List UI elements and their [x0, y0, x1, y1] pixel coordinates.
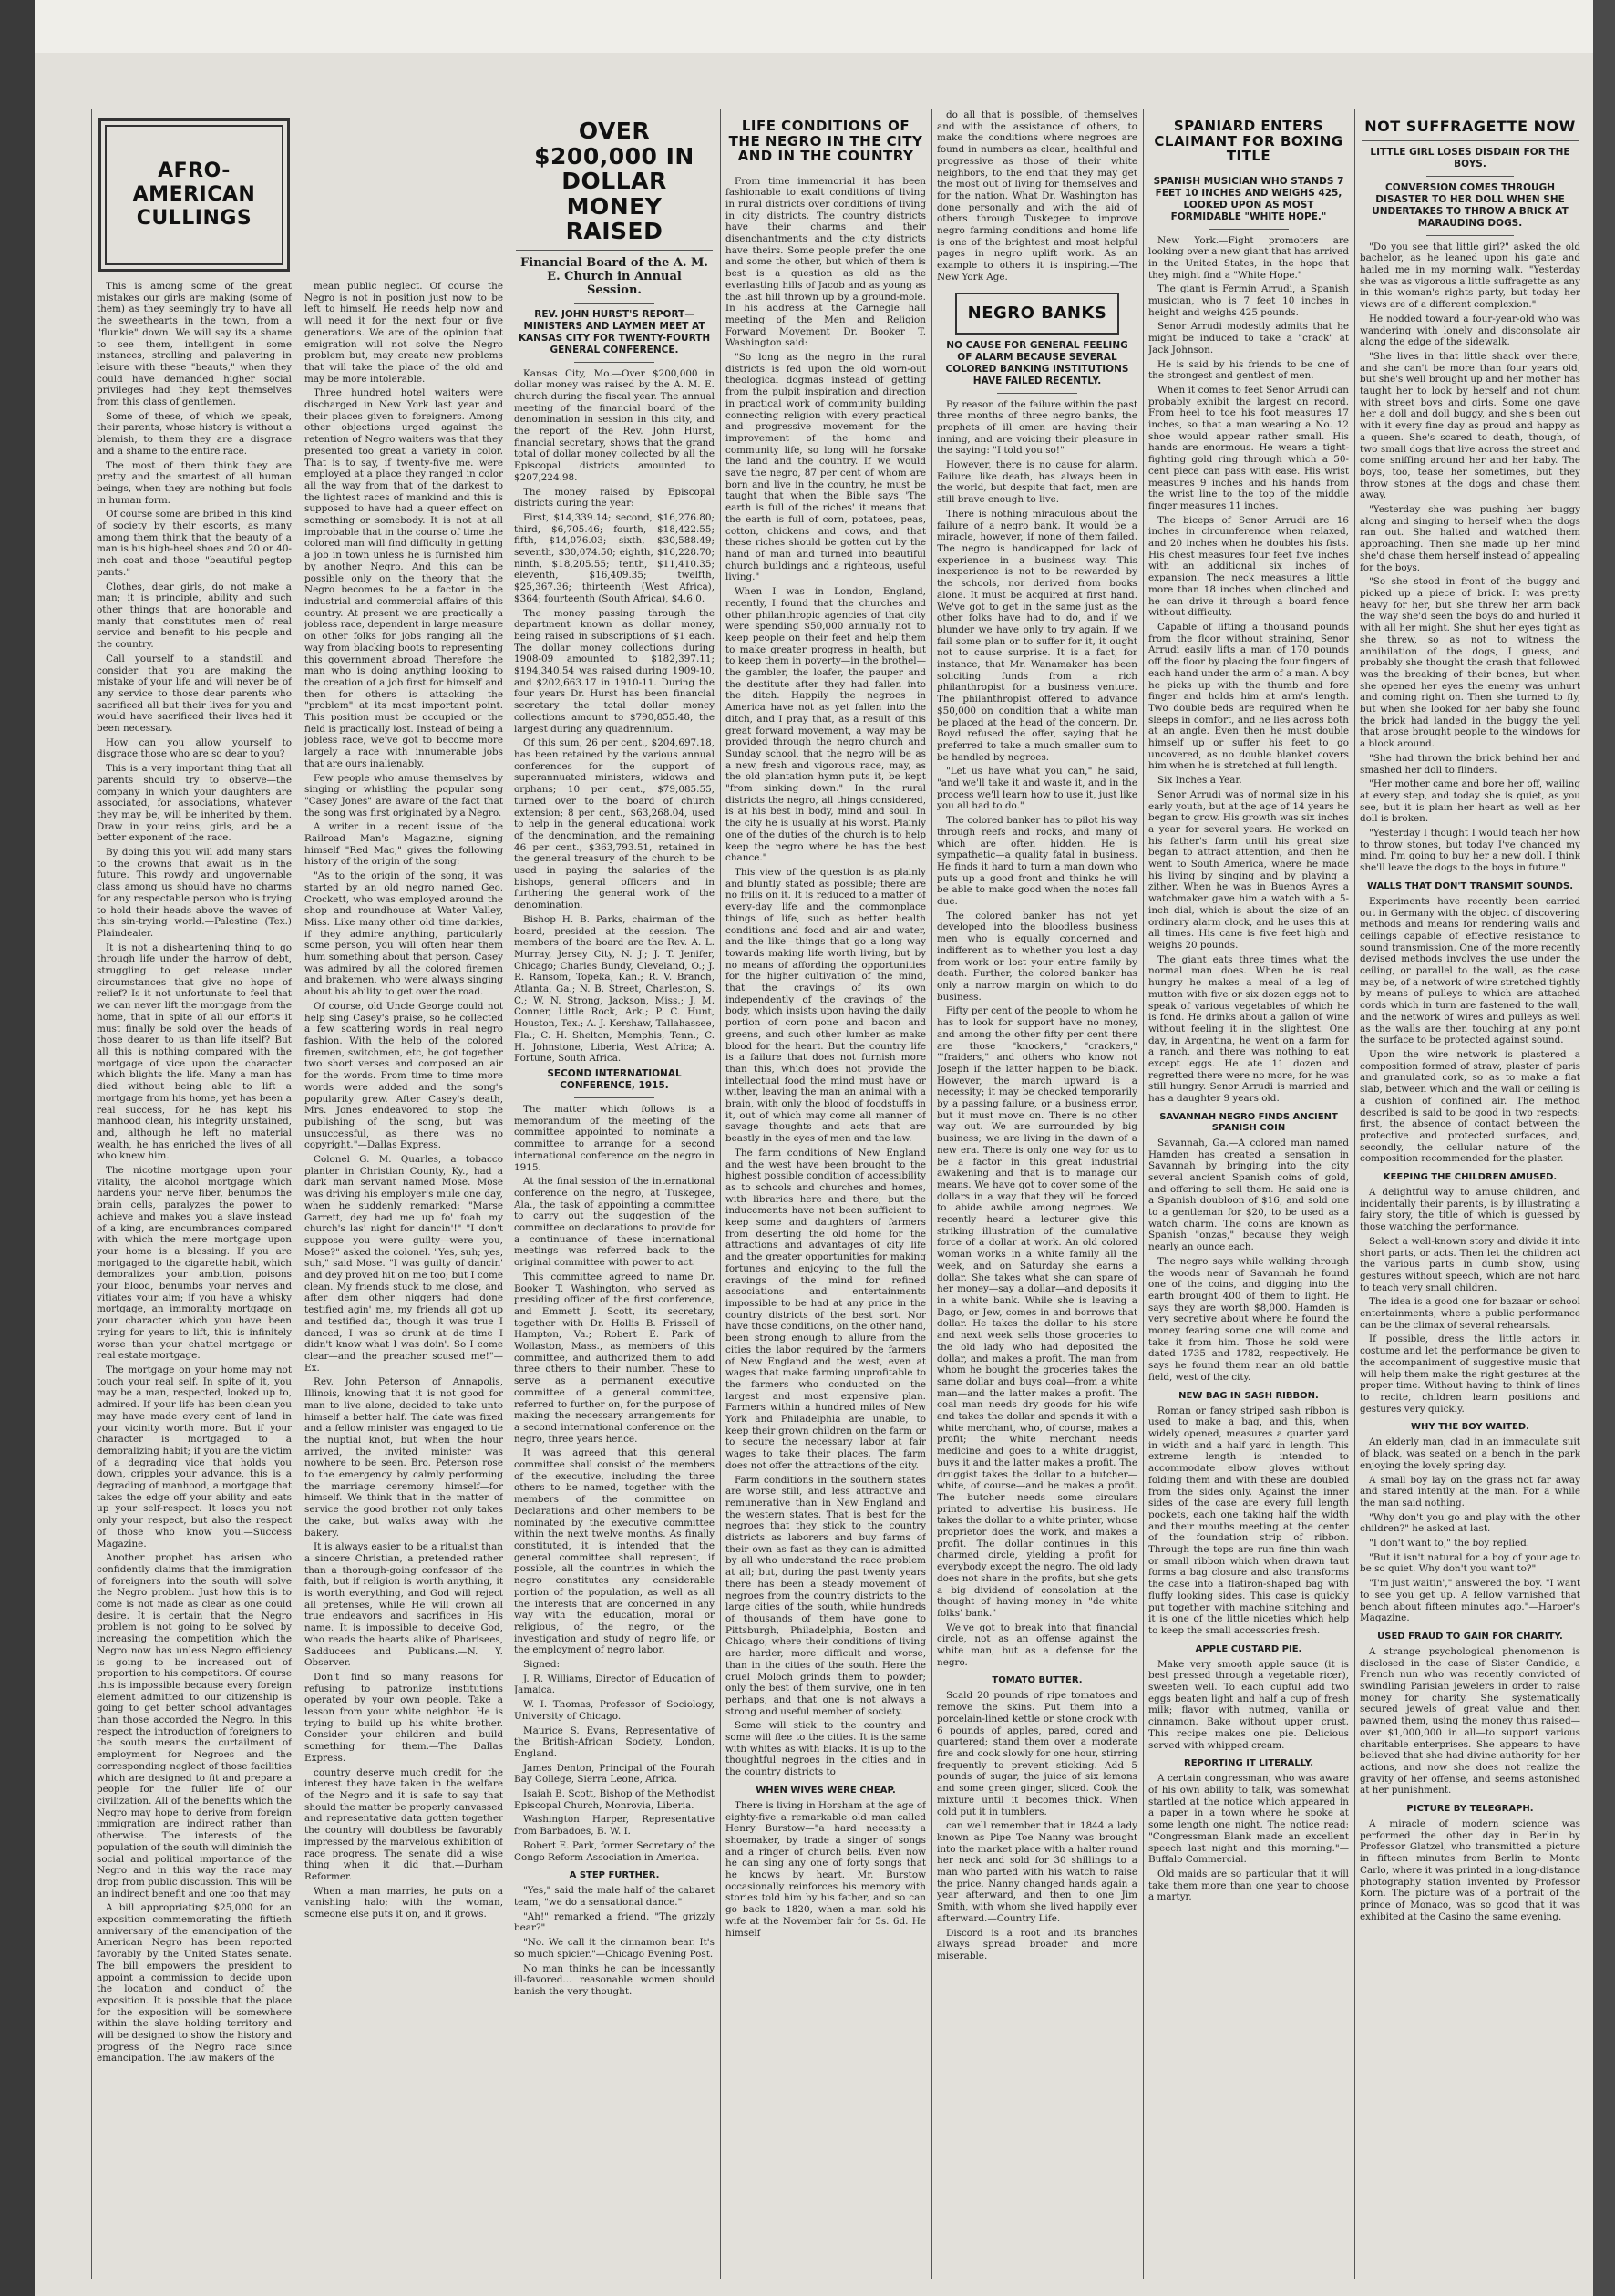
paragraph: It is not a disheartening thing to go through life under the harrow of debt, struggling to get release under circumstances that give no hope of relief? Is it not unfortunate to feel that we can never lift the mortgage from the home, that in spite of all our efforts it must finally be sold over the heads of those dearer to us than life itself? But all this is nothing compared with the mortgage of vice upon the character which blights the life. Many a man has died without being able to lift a mortgage from his home, yet has been a real success, for he has kept his manhood clean, his integrity unstained, and, although he left no material wealth, he has enriched the lives of all who knew him. [97, 942, 292, 1162]
article-subhead: NO CAUSE FOR GENERAL FEELING OF ALARM BECAUSE SEVERAL COLORED BANKING INSTITUTIONS HAVE FAILED RECENTLY. [945, 339, 1129, 386]
paragraph: Robert E. Park, former Secretary of the Congo Reform Association in America. [514, 1839, 715, 1863]
scan-right-edge [1593, 0, 1615, 2296]
paragraph: This is among some of the great mistakes our girls are making (some of them) as they seemingly try to have all the sweethearts in the town, from a "flunkie" down. We will say its a shame to see them, intelligent in some instances, strolling and palavering in leisure with these "beauts," when they could have demanded higher social privileges had they kept themselves from this class of gentlemen. [97, 281, 292, 408]
paragraph: Washington Harper, Representative from Barbadoes, B. W. I. [514, 1814, 715, 1838]
paragraph: Don't find so many reasons for refusing to patronize institutions operated by your own people. Take a lesson from your white neighbor. He is trying to build up his white brother. Consider your children and build something for them.—The Dallas Express. [304, 1671, 503, 1764]
article-text [514, 1885, 715, 1997]
article-text [1360, 1187, 1580, 1415]
paragraph: By reason of the failure within the past three months of three negro banks, the prophets of ill omen are having their inning, and are voicing their pleasure in the saying: "I told you so!" [937, 398, 1137, 457]
paragraph: A certain congressman, who was aware of his own ability to talk, was somewhat startled at the notice which appeared in a paper in a town where he spoke at some length one night. The notice read: "Congressman Blank made an excellent speech last night and this morning."—Buffalo Commercial. [1148, 1773, 1349, 1866]
paragraph: There is nothing miraculous about the failure of a negro bank. It would be a miracle, however, if none of them failed. The negro is handicapped for lack of experience in a business way. This inexperience is not to be rewarded by the schools, nor derived from books alone. It must be acquired at first hand. We've got to get in the same just as the other folks have had to do, and if we blunder we have only to try again. If we fail some plan or to suffer for it, it ought not to cause surprise. It is a fact, for instance, that Mr. Wanamaker has been soliciting funds from a rich philanthropist for a business venture. The philanthropist offered to advance $50,000 on condition that a white man be placed at the head of the concern. Dr. Boyd refused the offer, saying that he preferred to take a much smaller sum to be handled by negroes. [937, 508, 1137, 763]
article-deck: Financial Board of the A. M. E. Church in Annual Session. [520, 255, 708, 297]
paragraph: Select a well-known story and divide it into short parts, or acts. Then let the children act the various parts in dumb show, using gestures without speech, which are not hard to teach very small children. [1360, 1235, 1580, 1293]
article-subhead: REV. JOHN HURST'S REPORT—MINISTERS AND LAYMEN MEET AT KANSAS CITY FOR TWENTY-FOURTH GENERAL CONFERENCE. [518, 308, 711, 355]
paragraph: The nicotine mortgage upon your vitality, the alcohol mortgage which hardens your nerve fiber, benumbs the brain cells, paralyzes the power to achieve and makes you a slave instead of a king, are encumbrances compared with which the mere mortgage upon your home is a blessing. If you are mortgaged to the cigarette habit, which demoralizes your ambition, poisons your blood, benumbs your nerves and vitiates your aim; if you have a whisky mortgage, an immorality mortgage on your character which you have been trying for years to lift, this is infinitely worse than your chattel mortgage or real estate mortgage. [97, 1165, 292, 1362]
paragraph: "Why don't you go and play with the other children?" he asked at last. [1360, 1511, 1580, 1535]
paragraph: It was agreed that this general committee shall consist of the members of the executive, including the three others to be named, together with the members of the committee on Declarations and other members to be nominated by the executive committee within the next twelve months. As finally constituted, it is intended that the general committee shall represent, if possible, all the countries in which the negro constitutes any considerable portion of the population, as well as all the interests that are concerned in any way with the education, moral or religious, of the negro, or the investigation and study of negro life, or the employment of negro labor. [514, 1447, 715, 1656]
paragraph: The money passing through the department known as dollar money, being raised in subscriptions of $1 each. The dollar money collections during 1908-09 amounted to $182,397.11; $194,340.54 was raised during 1909-10, and $202,663.17 in 1910-11. During the four years Dr. Hurst has been financial secretary the total dollar money collections amount to $790,855.48, the largest during any quadrennium. [514, 607, 715, 735]
paragraph: Clothes, dear girls, do not make a man; it is principle, ability and such other things that are honorable and manly that constitutes men of real service and benefit to his people and the country. [97, 581, 292, 651]
paragraph: We've got to break into that financial circle, not as an offense against the white man, but as a defense for the negro. [937, 1622, 1137, 1668]
paragraph: Of course, old Uncle George could not help sing Casey's praise, so he collected a few scattering words in real negro fashion. With the help of the colored firemen, switchmen, etc, he got together two short verses and composed an air for the words. From time to time more words were added and the song's popularity grew. After Casey's death, Mrs. Jones endeavored to stop the publishing of the song, but was unsuccessful, as there was no copyright."—Dallas Express. [304, 1000, 503, 1151]
article-text [1360, 1436, 1580, 1624]
paragraph: "Do you see that little girl?" asked the old bachelor, as he leaned upon his gate and hailed me in my morning walk. "Yesterday she was as vigorous a little suffragette as any in this woman's rights party, but today her views are of a different complexion." [1360, 241, 1580, 311]
paragraph: Kansas City, Mo.—Over $200,000 in dollar money was raised by the A. M. E. church during the fiscal year. The annual meeting of the financial board of the denomination in session in this city, and the report of the Rev. John Hurst, financial secretary, shows that the grand total of dollar money collected by all the Episcopal districts amounted to $207,224.98. [514, 367, 715, 483]
paragraph: Of this sum, 26 per cent., $204,697.18, has been retained by the various annual conferences for the support of superannuated ministers, widows and orphans; 10 per cent., $79,085.55, turned over to the board of church extension; 8 per cent., $63,268.04, used to help in the general educational work of the denomination, and the remaining 46 per cent., $363,793.51, retained in the general treasury of the church to be used in paying the salaries of the bishops, general officers and in furthering the general work of the denomination. [514, 737, 715, 911]
article-headline: LIFE CONDITIONS OF THE NEGRO IN THE CITY AND IN THE COUNTRY [727, 118, 924, 170]
paragraph: Make very smooth apple sauce (it is best pressed through a vegetable ricer), sweeten well. To each cupful add two eggs beaten light and half a cup of fresh milk; flavor with nutmeg, vanilla or cinnamon. Bake without upper crust. This recipe makes one pie. Delicious served with whipped cream. [1148, 1658, 1349, 1751]
paragraph: A strange psychological phenomenon is disclosed in the case of Sister Candide, a French nun who was recently convicted of swindling Parisian jewelers in order to raise money for charity. She systematically secured jewels of great value and then pawned them, using the money thus raised—over $1,000,000 in all—to support various charitable enterprises. She appears to have believed that she had divine authority for her actions, and now she does not realize the gravity of her offense, and seems astonished at her punishment. [1360, 1645, 1580, 1797]
paragraph: "So she stood in front of the buggy and picked up a piece of brick. It was pretty heavy for her, but she threw her arm back the way she'd seen the boys do and hurled it with all her might. She shut her eyes tight as she threw, so as not to witness the annihilation of the dogs, I guess, and probably she thought the crash that followed was the breaking of their bones, but when she opened her eyes the enemy was unhurt and coming right on. Then she turned to fly, but when she looked for her baby she found the brick had landed in the buggy the yell that arose brought people to the windows for a block around. [1360, 576, 1580, 750]
paragraph: James Denton, Principal of the Fourah Bay College, Sierra Leone, Africa. [514, 1762, 715, 1786]
section-heading: WHEN WIVES WERE CHEAP. [756, 1785, 896, 1796]
paragraph: "I don't want to," the boy replied. [1369, 1538, 1530, 1550]
paragraph: "As to the origin of the song, it was started by an old negro named Geo. Crockett, who was employed around the shop and roundhouse at Water Valley, Miss. Like many other old time darkies, if they admire anything, particularly some person, you will often hear them hum something about that person. Casey was admired by all the colored firemen and brakemen, who were always singing about his ability to get over the road. [304, 870, 503, 998]
paragraph: "Yesterday I thought I would teach her how to throw stones, but today I've changed my mind. I'm going to buy her a new doll. I think she'll leave the dogs to the boys in future." [1360, 828, 1580, 874]
paragraph: The colored banker has not yet developed into the bloodless business men who is equally concerned and indifferent as to whether you lost a day from work or lost your entire family by death. Further, the colored banker has only a narrow margin on which to do business. [937, 910, 1137, 1003]
column-2 [304, 109, 503, 2279]
paragraph: Colonel G. M. Quarles, a tobacco planter in Christian County, Ky., had a dark man servant named Mose. Mose was driving his employer's mule one day, when he suddenly remarked: "Marse Garrett, dey had me up fo' foah my church's las' night for dancin'!" "I don't suppose you were guilty—were you, Mose?" asked the colonel. "Yes, suh; yes, suh," said Mose. "I was guilty of dancin' and dey proved hit on me too; but I come clean. My friends stuck to me close, and after dem other niggers had done testified agin' me, my friends all got up and testified dat, though it was true I danced, I was so drunk at de time I didn't know what I was doin'. So I come clear—and the preacher scused me!"—Ex. [304, 1154, 503, 1374]
article-subhead: SECOND INTERNATIONAL CONFERENCE, 1915. [547, 1067, 682, 1091]
paragraph: A bill appropriating $25,000 for an exposition commemorating the fiftieth anniversary of the emancipation of the American Negro has been reported favorably by the United States senate. The bill empowers the president to appoint a commission to decide upon the location and conduct of the exposition. It is possible that the place for the exposition will be somewhere within the slave holding territory and will be designed to show the history and progress of the Negro race since emancipation. The law makers of the [97, 1902, 292, 2064]
paragraph: Fifty per cent of the people to whom he has to look for support have no money, and among the other fifty per cent there are those "knockers," "crackers," "'fraiders," and others who know not Joseph if the latter happen to be black. However, the march upward is a necessity; it may be checked temporarily by a passing failure, or a business error, but it must move on. There is no other way out. We are surrounded by big business; we are living in the dawn of a new era. There is only one way for us to be a factor in this great industrial awakening and that is to manage our means. We have got to cover some of the dollars in a way that they will be forced to abide awhile among negroes. We recently heard a lecturer give this striking illustration of the cumulative force of a dollar at work. An old colored woman works in a white family all the week, and on Saturday she earns a dollar. She takes what she can spare of her money—say a dollar—and deposits it in a white bank. While she is leaving a Dago, or Jew, comes in and borrows that dollar. He takes the dollar to his store and next week sells those groceries to the old lady who had deposited the dollar, and makes a profit. The man from whom he bought the groceries takes the same dollar and buys coal—from a white man—and the latter makes a profit. The coal man needs dry goods for his wife and takes the dollar and spends it with a white merchant, who, of course, makes a profit; the white merchant needs medicine and goes to a white druggist, buys it and the latter makes a profit. The druggist takes the dollar to a butcher—white, of course—and he makes a profit. The butcher needs some circulars printed to advertise his business. He takes the dollar to a white printer, whose proprietor does the work, and makes a profit. The dollar continues in this charmed circle, yielding a profit for everybody except the negro. The old lady does not share in the profits, but she gets a big dividend of consolation at the thought of having money in "de white folks' bank." [937, 1005, 1137, 1619]
subhead-rule [1209, 229, 1289, 230]
section-heading: A STEP FURTHER. [569, 1870, 660, 1881]
paragraph: When I was in London, England, recently, I found that the churches and other philanthropic agencies of that city were spending $50,000 annually not to keep people on their feet and help them to make greater progress in health, but to keep them in poverty—in the brothel—the gambler, the loafer, the pauper and the destitute after they had fallen into the ditch. Happily the negroes in America have not as yet fallen into the ditch, and I pray that, as a result of this great forward movement, a way may be provided through the negro church and Sunday school, that the negro will be as a new, fresh and vigorous race, may, as the old plantation hymn puts it, be kept "from sinking down." In the rural districts the negro, all things considered, is at his best in body, mind and soul. In the city he is usually at his worst. Plainly one of the duties of the church is to help keep the negro where he has the best chance." [725, 586, 926, 864]
paragraph: Of course some are bribed in this kind of society by their escorts, as many among them think that the beauty of a man is his high-heel shoes and 20 or 40-inch coat and those "beautiful pegtop pants." [97, 509, 292, 578]
paragraph: "Ah!" remarked a friend. "The grizzly bear?" [514, 1910, 715, 1934]
section-heading: TOMATO BUTTER. [992, 1675, 1083, 1686]
paragraph: This committee agreed to name Dr. Booker T. Washington, who served as presiding officer of the first conference, and Emmett J. Scott, its secretary, together with Dr. Hollis B. Frissell of Hampton, Va.; Robert E. Park of Wollaston, Mass., as members of this committee, and authorized them to add three others to their number. These to serve as a permanent executive committee of a general committee, referred to further on, for the purpose of making the necessary arrangements for a second international conference on the negro, three years hence. [514, 1271, 715, 1445]
paragraph: A delightful way to amuse children, and incidentally their parents, is by illustrating a fairy story, the title of which is guessed by those watching the performance. [1360, 1187, 1580, 1233]
paragraph: A small boy lay on the grass not far away and stared intently at the man. For a while the man said nothing. [1360, 1474, 1580, 1508]
afro-american-cullings-masthead [98, 118, 290, 272]
paragraph: From time immemorial it has been fashionable to exalt conditions of living in rural districts over conditions of living in city districts. The country districts have their charms and their disenchantments and the city districts have theirs. Some people prefer the one and some the other, but which of them is best is a question as old as the everlasting hills of Jacob and as young as the last hill thrown up by a ground-mole. In his address at the Carnegie hall meeting of the Men and Religion Forward Movement Dr. Booker T. Washington said: [725, 175, 926, 349]
paragraph: Discord is a root and its branches always spread broader and more miserable. [937, 1927, 1137, 1961]
article-text [1148, 1138, 1349, 1384]
article-text [1360, 242, 1580, 874]
paragraph: country deserve much credit for the interest they have taken in the welfare of the Negro and it is safe to say that should the matter be properly canvassed and representative data gotten together the country will doubtless be favorably impressed by the marvelous exhibition of race progress. The senate did a wise thing when it did that.—Durham Reformer. [304, 1766, 503, 1882]
section-heading: KEEPING THE CHILDREN AMUSED. [1383, 1172, 1558, 1183]
paragraph: When a man marries, he puts on a vanishing halo; with the woman, someone else puts it on, and it grows. [304, 1885, 503, 1920]
paragraph: At the final session of the international conference on the negro, at Tuskegee, Ala., the task of appointing a committee to carry out the suggestion of the committee on declarations to provide for a continuance of these international meetings was referred back to the original committee with power to act. [514, 1176, 715, 1269]
paragraph: The farm conditions of New England and the west have been brought to the highest possible condition of accessibility as to schools and churches and homes, with libraries here and there, but the inducements have not been sufficient to keep some and daughters of farmers from deserting the old home for the attractions and advantages of city life and the greater opportunities for making fortunes and enjoying to the full the cravings of the mind for refined associations and entertainments impossible to be had at any price in the country districts of the best sort. Nor have those conditions, on the other hand, been strong enough to allure from the cities the labor required by the farmers of New England and the west, even at wages that make farming unprofitable to the farmers who conducted on the largest and most expensive plan. Farmers within a hundred miles of New York and Philadelphia are unable, to keep their grown children on the farm or to secure the necessary labor at fair wages to take their places. The farm does not offer the attractions of the city. [725, 1147, 926, 1471]
article-text [1148, 1773, 1349, 1903]
article-text [937, 1820, 1137, 1961]
column-5 [937, 109, 1137, 2279]
deck-rule [574, 303, 654, 304]
paragraph: The colored banker has to pilot his way through reefs and rocks, and many of which are often hidden. He is sympathetic—a quality fatal in business. He finds it hard to turn a man down who puts up a good front and thinks he will be able to make good when the notes fall due. [937, 815, 1137, 908]
masthead-title: AFRO-AMERICAN CULLINGS [132, 160, 256, 230]
paragraph: Bishop H. B. Parks, chairman of the board, presided at the session. The members of the board are the Rev. A. L. Murray, Jersey City, N. J.; J. T. Jenifer, Chicago; Charles Bundy, Cleveland, O.; J. R. Ransom, Topeka, Kan.; R. V. Branch, Atlanta, Ga.; N. B. Street, Charleston, S. C.; W. N. Strong, Jackson, Miss.; J. M. Conner, Little Rock, Ark.; P. C. Hunt, Houston, Tex.; A. J. Kershaw, Tallahassee, Fla.; C. H. Shelton, Memphis, Tenn.; C. H. Johnstone, Liberia, West Africa; A. Fortune, South Africa. [514, 913, 715, 1065]
subhead-rule [997, 393, 1077, 394]
paragraph: Experiments have recently been carried out in Germany with the object of discovering methods and means for rendering walls and ceilings capable of effective resistance to sound transmission. One of the more recently devised methods involves the use under the ceiling, or parallel to the wall, as the case may be, of a network of wire stretched tightly by means of pulleys to which are attached cords which in turn are fastened to the wall, and the network of wires and pulleys as well as the walls are then touching at any point the surface to be protected against sound. [1360, 895, 1580, 1046]
paragraph: Six Inches a Year. [1157, 775, 1242, 787]
section-heading: USED FRAUD TO GAIN FOR CHARITY. [1377, 1631, 1563, 1642]
section-heading: NEW BAG IN SASH RIBBON. [1178, 1390, 1319, 1401]
paragraph: mean public neglect. Of course the Negro is not in position just now to be left to himself. He needs help now and will need it for the next four or five generations. We are of the opinion that emigration will not solve the Negro problem but, may create new problems that will take the place of the old and may be more intolerable. [304, 281, 503, 385]
article-text [725, 1800, 926, 1939]
article-text [725, 176, 926, 1778]
paragraph: Few people who amuse themselves by singing or whistling the popular song "Casey Jones" are aware of the fact that the song was first originated by a Negro. [304, 772, 503, 819]
paragraph: Some of these, of which we speak, their parents, whose history is without a blemish, to them they are a disgrace and a shame to the entire race. [97, 410, 292, 457]
column-rule [1143, 109, 1144, 2279]
paragraph: "Her mother came and bore her off, wailing at every step, and today she is quiet, as you see, but it is plain her heart as well as her doll is broken. [1360, 778, 1580, 825]
article-text [1148, 235, 1349, 1105]
paragraph: Signed: [523, 1659, 561, 1671]
paragraph: can well remember that in 1844 a lady known as Pipe Toe Nanny was brought into the market place with a halter round her neck and sold for 30 shillings to a man who parted with his watch to raise the price. Nanny changed hands again a year afterward, and then to one Jim Smith, with whom she lived happily ever afterward.—Country Life. [937, 1820, 1137, 1924]
section-heading: APPLE CUSTARD PIE. [1195, 1643, 1302, 1654]
paragraph: "Let us have what you can," he said, "and we'll take it and waste it, and in the process we'll learn how to use it, just like you all had to do." [937, 766, 1137, 812]
section-heading: WALLS THAT DON'T TRANSMIT SOUNDS. [1366, 880, 1574, 891]
article-text [1360, 1818, 1580, 1922]
paragraph: Scald 20 pounds of ripe tomatoes and remove the skins. Put them into a porcelain-lined kettle or stone crock with 6 pounds of apples, pared, cored and quartered; stand them over a moderate fire and cook slowly for one hour, stirring frequently to prevent sticking. Add 5 pounds of sugar, the juice of six lemons and some green ginger, sliced. Cook the mixture until it becomes thick. When cold put it in tumblers. [937, 1690, 1137, 1817]
paragraph: Upon the wire network is plastered a composition formed of straw, plaster of paris and granulated cork, so as to make a flat slab, between which and the wall or ceiling is a cushion of confined air. The method described is said to be good in two respects: first, the absence of contact between the protective and protected surfaces, and, secondly, the cellular nature of the composition recommended for the plaster. [1360, 1049, 1580, 1165]
paragraph: Maurice S. Evans, Representative of the British-African Society, London, England. [514, 1725, 715, 1759]
paragraph: By doing this you will add many stars to the crowns that await us in the future. This rowdy and ungovernable class among us should have no charms for any respectable person who is trying to hold their heads above the waves of this sin-trying world.—Palestine (Tex.) Plaindealer. [97, 847, 292, 939]
paragraph: A writer in a recent issue of the Railroad Man's Magazine, signing himself "Red Mac," gives the following history of the origin of the song: [304, 821, 503, 868]
negro-banks-heading: NEGRO BANKS [967, 303, 1107, 323]
negro-banks-heading-box [955, 293, 1119, 335]
article-text [1148, 1659, 1349, 1752]
subhead-rule [1426, 235, 1515, 236]
column-2-text [304, 281, 503, 1920]
scan-left-edge [0, 0, 35, 2296]
article-headline: SPANIARD ENTERS CLAIMANT FOR BOXING TITLE [1150, 118, 1347, 170]
column-7 [1360, 109, 1580, 2279]
article-subhead: CONVERSION COMES THROUGH DISASTER TO HER DOLL WHEN SHE UNDERTAKES TO THROW A BRICK AT MARAUDING DOGS. [1372, 181, 1569, 229]
column-1 [97, 109, 292, 2279]
paragraph: Another prophet has arisen who confidently claims that the immigration of foreigners into the south will solve the Negro problem. Just how this is to come is not made as clear as one could desire. It is certain that the Negro problem is not going to be solved by increasing the competition which the Negro now has unless Negro efficiency is going to be increased out of proportion to his competitors. Of course this is impossible because every foreign element admitted to our citizenship is going to get better school advantages than those accorded the Negro. In this respect the introduction of foreigners to the south means the curtailment of employment for Negroes and the corresponding neglect of those facilities which are designed to fit and prepare a people for the fuller life of our civilization. All of the benefits which the Negro may hope to derive from foreign immigration are indirect rather than otherwise. The interests of the population of the south will diminish the social and political importance of the Negro and in this way the race may drop from public discussion. This will be an indirect benefit and one too that may [97, 1552, 292, 1900]
paragraph: No man thinks he can be incessantly ill-favored... reasonable women should banish the very thought. [514, 1962, 715, 1997]
paragraph: When it comes to feet Senor Arrudi can probably exhibit the largest on record. From heel to toe his foot measures 17 inches, so that a man wearing a No. 12 shoe would appear rather small. His hands are enormous. He wears a tight-fighting gold ring through which a 50-cent piece can pass with ease. His wrist measures 9 inches and his hands from the wrist line to the top of the middle finger measures 11 inches. [1148, 384, 1349, 511]
paragraph: This view of the question is as plainly and bluntly stated as possible; there are no frills on it. It is reduced to a matter of every-day life and the commonplace things of life, such as better health conditions and food and air and water, and the like—things that go a long way towards making life worth living, but by no means of affording the opportunities for the higher cultivation of the mind, that the cravings of its own independently of the cravings of the body, which insists upon having the daily portion of corn pone and bacon and greens, and such other lumber as make blood for the heart. But the country life is a failure that does not furnish more than this, which does not provide the intellectual food the mind must have or wither, leaving the man an animal with a brain, with only the blood of foodstuffs in it, out of which may come all manner of savage thoughts and acts that are beastly in the eyes of men and the law. [725, 866, 926, 1145]
paragraph: An elderly man, clad in an immaculate suit of black, was seated on a bench in the park enjoying the lovely spring day. [1360, 1436, 1580, 1471]
paragraph: "Yes," said the male half of the cabaret team, "we do a sensational dance." [514, 1885, 715, 1908]
article-text [1148, 1405, 1349, 1637]
column-4-content [725, 118, 926, 1939]
paragraph: Call yourself to a standstill and consider that you are making the mistake of your life and will never be of any service to those dear parents who sacrificed all but their lives for you and would have sacrificed their lives had it been necessary. [97, 653, 292, 735]
column-6-content [1148, 118, 1349, 1903]
article-text [514, 368, 715, 1065]
column-1-text [97, 281, 292, 2064]
paragraph: Savannah, Ga.—A colored man named Hamden has created a sensation in Savannah by bringing into the city several ancient Spanish coins of gold, and offering to sell them. He said one is a Spanish doubloon of $16, and sold one to a gentleman for $20, to be used as a watch charm. The coins are known as Spanish "onzas," because they weigh nearly an ounce each. [1148, 1137, 1349, 1253]
paragraph: He nodded toward a four-year-old who was wandering with lonely and disconsolate air along the edge of the sidewalk. [1360, 313, 1580, 348]
article-text [937, 1690, 1137, 1817]
section-heading: SAVANNAH NEGRO FINDS ANCIENT SPANISH COIN [1159, 1111, 1338, 1133]
column-rule [931, 109, 932, 2279]
paragraph: Roman or fancy striped sash ribbon is used to make a bag, and this, when widely opened, measures a quarter yard in width and a half yard in length. This extreme length is intended to accommodate elbow gloves without folding them and with these are doubled from the sides only. Against the inner sides of the case are every full length pockets, each one taking half the width and their mouths meeting at the center of the foundation strip of ribbon. Through the tops are run fine thin wash or small ribbon which when drawn taut forms a bag closure and also transforms the case into a flatiron-shaped bag with fluffy looking sides. This case is quickly put together with machine stitching and it is one of the little niceties which help to keep the small accessories fresh. [1148, 1405, 1349, 1636]
paragraph: Senor Arrudi modestly admits that he might be induced to take a "crack" at Jack Johnson. [1148, 321, 1349, 355]
paragraph: The idea is a good one for bazaar or school entertainments, where a public performance can be the climax of several rehearsals. [1360, 1296, 1580, 1331]
paragraph: "She lives in that little shack over there, and she can't be more than four years old, but she's well brought up and her mother has taught her to look by herself and not chum with street boys and girls. Some one gave her a doll and doll buggy, and she's been out with it every fine day as proud and happy as a queen. She's scared to death, though, of two small dogs that live across the street and come sniffing around her and her baby. The boys, too, tease her sometimes, but they throw stones at the dogs and chase them away. [1360, 350, 1580, 501]
paragraph: A miracle of modern science was performed the other day in Berlin by Professor Glatzel, who transmitted a picture in fifteen minutes from Berlin to Monte Carlo, where it was printed in a long-distance photography station invented by Professor Korn. The picture was of a portrait of the prince of Monaco, was so good that it was exhibited at the Casino the same evening. [1360, 1818, 1580, 1922]
paragraph: The money raised by Episcopal districts during the year: [514, 486, 715, 510]
paragraph: W. I. Thomas, Professor of Sociology, University of Chicago. [514, 1699, 715, 1722]
paragraph: This is a very important thing that all parents should try to observe—the company in which your daughters are associated, for associations, whatever they may be, will be inherited by them. Draw in your reins, girls, and be a better exponent of the race. [97, 763, 292, 844]
article-subhead: SPANISH MUSICIAN WHO STANDS 7 FEET 10 INCHES AND WEIGHS 425, LOOKED UPON AS MOST FORMIDABLE "WHITE HOPE." [1153, 175, 1344, 222]
paragraph: Capable of lifting a thousand pounds from the floor without straining, Senor Arrudi easily lifts a man of 170 pounds off the floor by placing the four fingers of each hand under the arm of a man. A boy he picks up with the thumb and fore finger and holds him at arm's length. Two double beds are required when he sleeps in comfort, and he lies across both at an angle. Even then he must double himself up or suffer his feet to go uncovered, as no double blanket covers him when he is stretched at full length. [1148, 622, 1349, 772]
paragraph: "So long as the negro in the rural districts is fed upon the old worn-out theological dogmas instead of getting from the pulpit inspiration and direction in practical work of community building connecting religion with every practical and progressive movement for the improvement of the home and community life, so long will he forsake the land and the country. If we would save the negro, 87 per cent of whom are born and live in the country, he must be taught that when the Bible says 'The earth is full of the riches' it means that the earth is full of corn, potatoes, peas, cotton, chickens and cows, and that these riches should be gotten out by the hand of man and turned into beautiful church buildings and a righteous, useful living." [725, 352, 926, 583]
subhead-rule [1426, 176, 1515, 177]
article-text [1360, 896, 1580, 1165]
section-heading: REPORTING IT LITERALLY. [1184, 1758, 1313, 1769]
paragraph: Some will stick to the country and some will flee to the cities. It is the same with whites as with blacks. It is up to the thoughtful negroes in the cities and in the country districts to [725, 1720, 926, 1778]
section-heading: PICTURE BY TELEGRAPH. [1406, 1804, 1534, 1815]
paragraph: Rev. John Peterson of Annapolis, Illinois, knowing that it is not good for man to live alone, decided to take unto himself a better half. The date was fixed and a fellow minister was engaged to tie the nuptial knot, but when the hour arrived, the invited minister was nowhere to be seen. Bro. Peterson rose to the emergency by calmly performing the marriage ceremony himself—for himself. We think that in the matter of service the good brother not only takes the cake, but walks away with the bakery. [304, 1376, 503, 1539]
article-text [514, 1104, 715, 1863]
page-top-margin [0, 0, 1615, 53]
paragraph: "No. We call it the cinnamon bear. It's so much spicier."—Chicago Evening Post. [514, 1937, 715, 1960]
paragraph: It is always easier to be a ritualist than a sincere Christian, a pretended rather than a thorough-going confessor of the faith, but if religion is worth anything, it is worth everything, and God will reject all pretenses, while He will crown all true endeavors and sacrifices in His name. It is impossible to deceive God, who reads the hearts alike of Pharisees, Sadducees and Publicans.—N. Y. Observer. [304, 1541, 503, 1669]
paragraph: The giant is Fermin Arrudi, a Spanish musician, who is 7 feet 10 inches in height and weighs 425 pounds. [1148, 283, 1349, 318]
paragraph: The most of them think they are pretty and the smartest of all human beings, when they are nothing but fools in human form. [97, 459, 292, 506]
column-3 [514, 109, 715, 2279]
article-text [937, 399, 1137, 1669]
subhead-rule [574, 362, 654, 363]
article-subhead: LITTLE GIRL LOSES DISDAIN FOR THE BOYS. [1370, 146, 1570, 170]
paragraph: However, there is no cause for alarm. Failure, like death, has always been in the world, but despite that fact, men are still brave enough to live. [937, 459, 1137, 506]
paragraph: "Yesterday she was pushing her buggy along and singing to herself when the dogs ran out. She halted and watched them approaching. Then she made up her mind she'd chase them herself instead of appealing for the boys. [1360, 504, 1580, 573]
paragraph: "But it isn't natural for a boy of your age to be so quiet. Why don't you want to?" [1360, 1551, 1580, 1575]
paragraph: The giant eats three times what the normal man does. When he is real hungry he makes a meal of a leg of mutton with five or six dozen eggs not to speak of various vegetables of which he is fond. He drinks about a gallon of wine without feeling it in the slightest. One day, in Argentina, he went on a farm for a ranch, and there was nothing to eat except eggs. He ate 11 dozen and regretted there were no more, for he was still hungry. Senor Arrudi is married and has a daughter 9 years old. [1148, 953, 1349, 1105]
column-4 [725, 109, 926, 2279]
paragraph: New York.—Fight promoters are looking over a new giant that has arrived in the United States, in the hope that they might find a "White Hope." [1148, 234, 1349, 281]
paragraph: If possible, dress the little actors in costume and let the performance be given to the accompaniment of suggestive music that will help them make the right gestures at the proper time. Without having to think of lines to recite, children learn positions and gestures very quickly. [1360, 1333, 1580, 1415]
article-headline: OVER $200,000 IN DOLLAR MONEY RAISED [516, 118, 713, 251]
paragraph: J. R. Williams, Director of Education of Jamaica. [514, 1673, 715, 1696]
column-6 [1148, 109, 1349, 2279]
column-3-content [514, 118, 715, 1998]
newspaper-sheet [91, 109, 1586, 2279]
column-7-content [1360, 118, 1580, 1922]
column-rule [1354, 109, 1355, 2279]
article-text [1360, 1646, 1580, 1797]
paragraph: "I'm just waitin'," answered the boy. "I want to see you get up. A fellow varnished that bench about fifteen minutes ago."—Harper's Magazine. [1360, 1578, 1580, 1624]
paragraph: There is living in Horsham at the age of eighty-five a remarkable old man called Henry Burstow—"a hard necessity a shoemaker, by trade a singer of songs and a ringer of church bells. Even now he can sing any one of forty songs that he knows by heart. Mr. Burstow occasionally reinforces his memory with stories told him by his father, and so can go back to 1820, when a man sold his wife at the November fair for 5s. 6d. He himself [725, 1799, 926, 1939]
paragraph: The negro says while walking through the woods near of Savannah he found one of the coins, and digging into the earth brought 400 of them to light. He says they are worth $8,000. Hamden is very secretive about where he found the money fearing some one will come and take it from him. Those he sold were dated 1735 and 1782, respectively. He says he found them near an old battle field, west of the city. [1148, 1255, 1349, 1383]
column-rule [720, 109, 721, 2279]
paragraph: The biceps of Senor Arrudi are 16 inches in circumference when relaxed, and 20 inches when he doubles his fists. His chest measures four feet five inches with an additional six inches of expansion. The neck measures a little more than 18 inches when clinched and he can drive it through a board fence without difficulty. [1148, 514, 1349, 619]
paragraph: Old maids are so particular that it will take them more than one year to choose a martyr. [1148, 1868, 1349, 1903]
paragraph: How can you allow yourself to disgrace those who are so dear to you? [97, 736, 292, 760]
paragraph: Isaiah B. Scott, Bishop of the Methodist Episcopal Church, Monrovia, Liberia. [514, 1788, 715, 1811]
paragraph: The mortgage on your home may not touch your real self. In spite of it, you may be a man, respected, looked up to, admired. If your life has been clean you may have made every cent of land in your vicinity worth more. But if your character is mortgaged to a demoralizing habit; if you are the victim of a degrading vice that holds you down, cripples your advance, this is a degrading of manhood, a mortgage that takes the edge off your ability and eats up your self-respect. It loses you not only your respect, but also the respect of those who know you.—Success Magazine. [97, 1364, 292, 1550]
paragraph: First, $14,339.14; second, $16,276.80; third, $6,705.46; fourth, $18,422.55; fifth, $14,076.03; sixth, $30,588.49; seventh, $30,074.50; eighth, $16,228.70; ninth, $18,205.55; tenth, $11,410.35; eleventh, $16,409.35; twelfth, $25,367.36; thirteenth (West Africa), $364; fourteenth (South Africa), $4.6.0. [514, 511, 715, 604]
section-heading: WHY THE BOY WAITED. [1411, 1422, 1529, 1433]
article-headline: NOT SUFFRAGETTE NOW [1362, 118, 1579, 141]
subhead-rule [574, 1097, 654, 1098]
paragraph: Three hundred hotel waiters were discharged in New York last year and their places given to foreigners. Among other objections urged against the retention of Negro waiters was that they presented too great a variety in color. That is to say, if twenty-five me. were employed at a place they ranged in color all the way from that of the darkest to the lightest races of mankind and this is supposed to have had a queer effect on something or somebody. It is not at all improbable that in the course of time the colored man will find difficulty in getting a job in town unless he is furnished him by another Negro. And this can be possible only on the theory that the Negro becomes to be a factor in the industrial and commercial affairs of this country. At present we are practically a jobless race, dependent in large measure on other folks for jobs ranging all the way from blacking boots to representing this government abroad. Therefore the man who is doing anything looking to the creation of a job first for himself and then for others is attacking the "problem" at its most important point. This position must be occupied or the field is practically lost. Instead of being a jobless race, we've got to become more largely a race with innumerable jobs that are ours inalienably. [304, 387, 503, 769]
paragraph: Senor Arrudi was of normal size in his early youth, but at the age of 14 years he began to grow. His growth was six inches a year for several years. He worked on his father's farm until his great size began to attract attention, and then he went to South America, where he made his living by singing and by playing a zither. When he was in Buenos Ayres a watchmaker gave him a watch with a 5-inch dial, which is about the size of an ordinary alarm clock, and he uses this at all times. His cane is five feet high and weighs 20 pounds. [1148, 788, 1349, 951]
paragraph: do all that is possible, of themselves and with the assistance of others, to make the conditions where negroes are found in numbers as clean, healthful and progressive as those of their white neighbors, to the end that they may get the most out of living for themselves and for the nation. What Dr. Washington has done personally and with the aid of others through Tuskegee to improve negro farming conditions and home life is one of the brightest and most helpful pages in negro uplift work. As an example to others it is inspiring.—The New York Age. [937, 109, 1137, 283]
paragraph: He is said by his friends to be one of the strongest and gentlest of men. [1148, 358, 1349, 382]
paragraph: "She had thrown the brick behind her and smashed her doll to flinders. [1360, 752, 1580, 776]
paragraph: The matter which follows is a memorandum of the meeting of the committee appointed to nominate a committee to arrange for a second international conference on the negro in 1915. [514, 1103, 715, 1173]
article-text [937, 109, 1137, 283]
column-rule [91, 109, 92, 2279]
paragraph: Farm conditions in the southern states are worse still, and less attractive and remunerative than in New England and the western states. That is best for the negroes that they stick to the country districts as laborers and buy farms of their own as fast as they can is admitted by all who understand the race problem at all; but, during the past twenty years there has been a steady movement of negroes from the country districts to the large cities of the south, while hundreds of thousands of them have gone to Pittsburgh, Philadelphia, Boston and Chicago, where their conditions of living are harder, more difficult and worse, than in the cities of the south. Here the cruel Moloch grinds them to powder; only the best of them survive, one in ten perhaps, and that one is not always a strong and useful member of society. [725, 1474, 926, 1717]
column-5-content [937, 109, 1137, 1962]
